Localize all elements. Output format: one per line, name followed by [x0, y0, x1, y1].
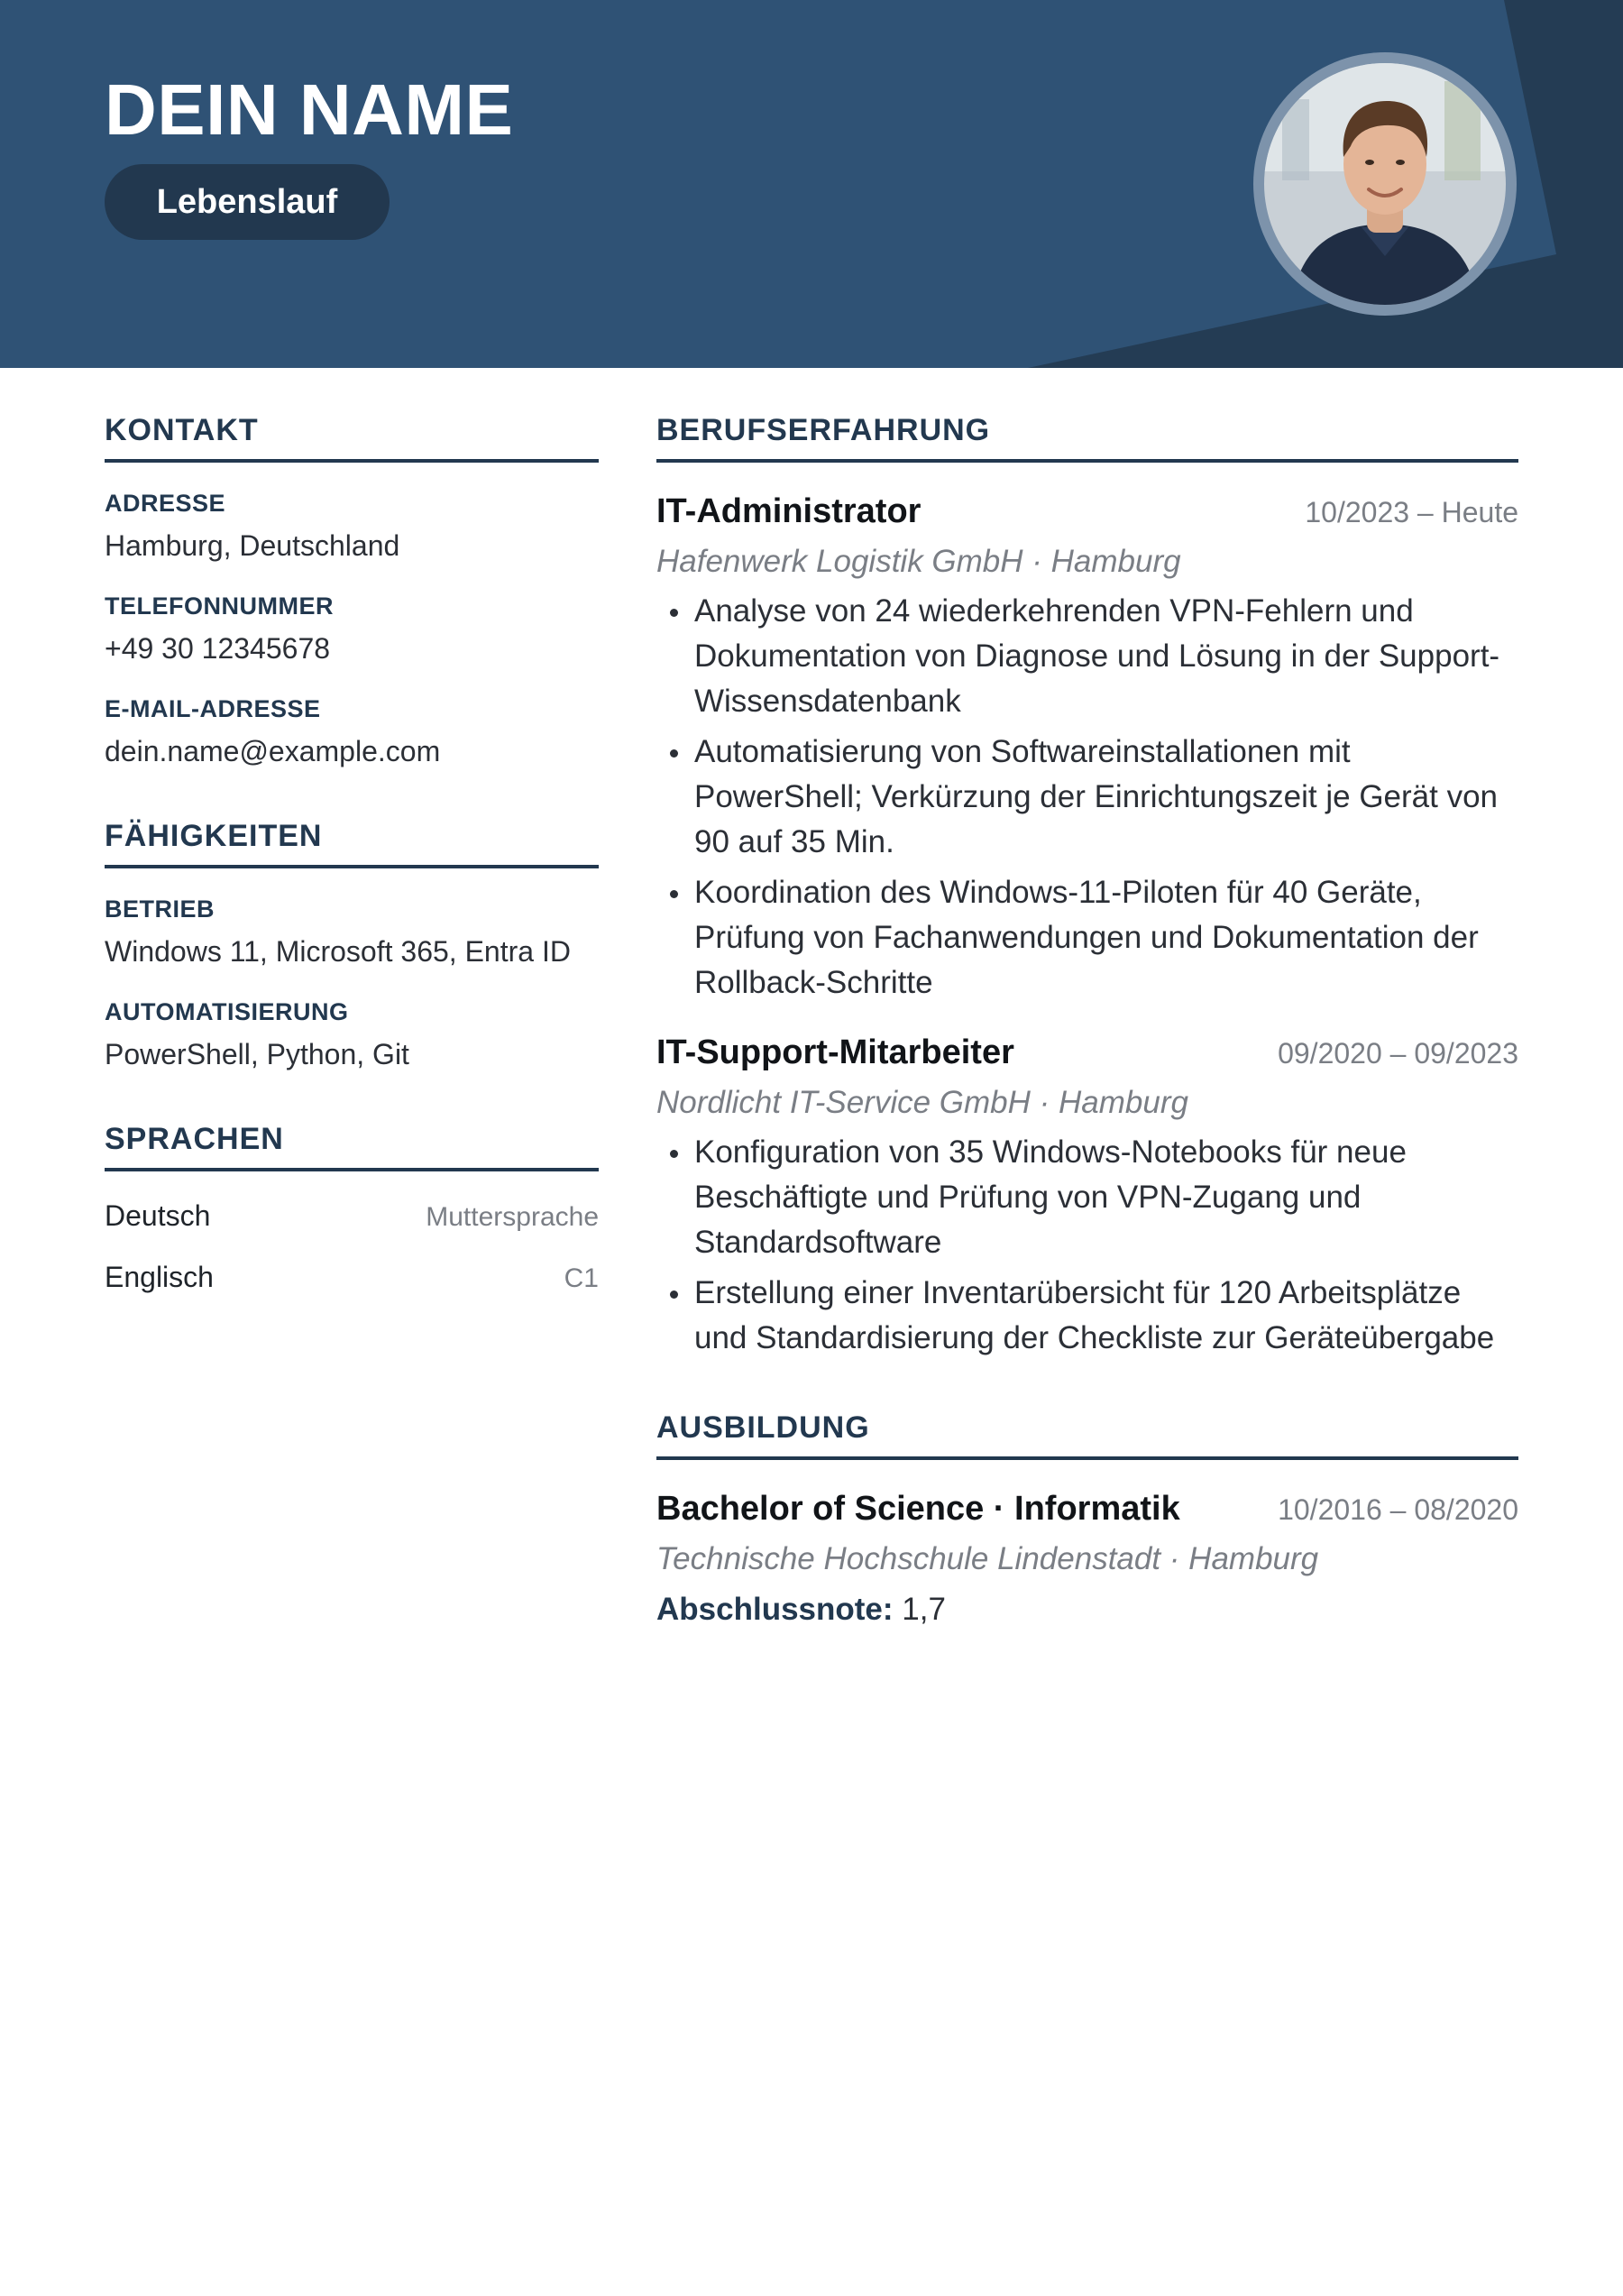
skill-value-automation: PowerShell, Python, Git	[105, 1038, 409, 1070]
grade-value: 1,7	[902, 1592, 946, 1627]
header-banner	[0, 0, 1623, 368]
contact-value-address: Hamburg, Deutschland	[105, 529, 400, 562]
skill-label-betrieb: BETRIEB	[105, 895, 215, 923]
section-title-education: AUSBILDUNG	[656, 1408, 1518, 1460]
job-title: IT-Support-Mitarbeiter	[656, 1033, 1014, 1071]
job-bullet: Analyse von 24 wiederkehrenden VPN-Fehlern und Dokumentation von Diagnose und Lösung in der Support-Wissensdatenbank	[656, 589, 1518, 724]
section-title-skills: FÄHIGKEITEN	[105, 816, 599, 868]
job-bullet: Konfiguration von 35 Windows-Notebooks für neue Beschäftigte und Prüfung von VPN-Zugang und Standardsoftware	[656, 1130, 1518, 1265]
job-date: 10/2023 – Heute	[1305, 496, 1518, 528]
section-title-experience: BERUFSERFAHRUNG	[656, 410, 1518, 463]
document-type-badge: Lebenslauf	[105, 164, 390, 240]
contact-label-phone: TELEFONNUMMER	[105, 592, 334, 620]
education-degree: Bachelor of Science · Informatik	[656, 1490, 1180, 1528]
language-name: Deutsch	[105, 1199, 211, 1232]
language-row	[105, 1197, 599, 1236]
main-column	[656, 410, 1518, 1631]
skill-value-betrieb: Windows 11, Microsoft 365, Entra ID	[105, 935, 571, 968]
contact-value-phone: +49 30 12345678	[105, 632, 331, 665]
grade-label: Abschlussnote:	[656, 1592, 894, 1627]
contact-label-email: E-MAIL-ADRESSE	[105, 695, 321, 722]
language-level: C1	[564, 1263, 599, 1293]
job-bullet: Erstellung einer Inventarübersicht für 120 Arbeitsplätze und Standardisierung der Checkliste zur Geräteübergabe	[656, 1271, 1518, 1361]
job-title: IT-Administrator	[656, 492, 922, 530]
job-company: Hafenwerk Logistik GmbH · Hamburg	[656, 544, 1181, 579]
job-company: Nordlicht IT-Service GmbH · Hamburg	[656, 1085, 1188, 1120]
skill-label-automation: AUTOMATISIERUNG	[105, 998, 349, 1025]
language-name: Englisch	[105, 1261, 214, 1293]
language-level: Muttersprache	[426, 1202, 599, 1232]
job-bullet: Automatisierung von Softwareinstallationen mit PowerShell; Verkürzung der Einrichtungszeit je Gerät von 90 auf 35 Min.	[656, 730, 1518, 865]
job-header	[656, 1031, 1518, 1074]
job-bullet-list	[656, 1130, 1518, 1361]
profile-photo	[1264, 63, 1506, 305]
contact-value-email: dein.name@example.com	[105, 735, 441, 767]
section-title-kontakt: KONTAKT	[105, 410, 599, 463]
job-date: 09/2020 – 09/2023	[1278, 1037, 1518, 1070]
person-name: DEIN NAME	[105, 69, 514, 150]
section-title-languages: SPRACHEN	[105, 1119, 599, 1171]
sidebar-column	[105, 410, 599, 1298]
job-header	[656, 490, 1518, 533]
profile-photo-frame	[1253, 52, 1517, 316]
education-header	[656, 1487, 1518, 1530]
job-bullet: Koordination des Windows-11-Piloten für 40 Geräte, Prüfung von Fachanwendungen und Dokumentation der Rollback-Schritte	[656, 870, 1518, 1006]
education-date: 10/2016 – 08/2020	[1278, 1493, 1518, 1526]
contact-label-address: ADRESSE	[105, 490, 226, 517]
language-row	[105, 1258, 599, 1298]
education-grade	[656, 1588, 1518, 1631]
job-bullet-list	[656, 589, 1518, 1006]
education-school: Technische Hochschule Lindenstadt · Hamburg	[656, 1541, 1319, 1576]
